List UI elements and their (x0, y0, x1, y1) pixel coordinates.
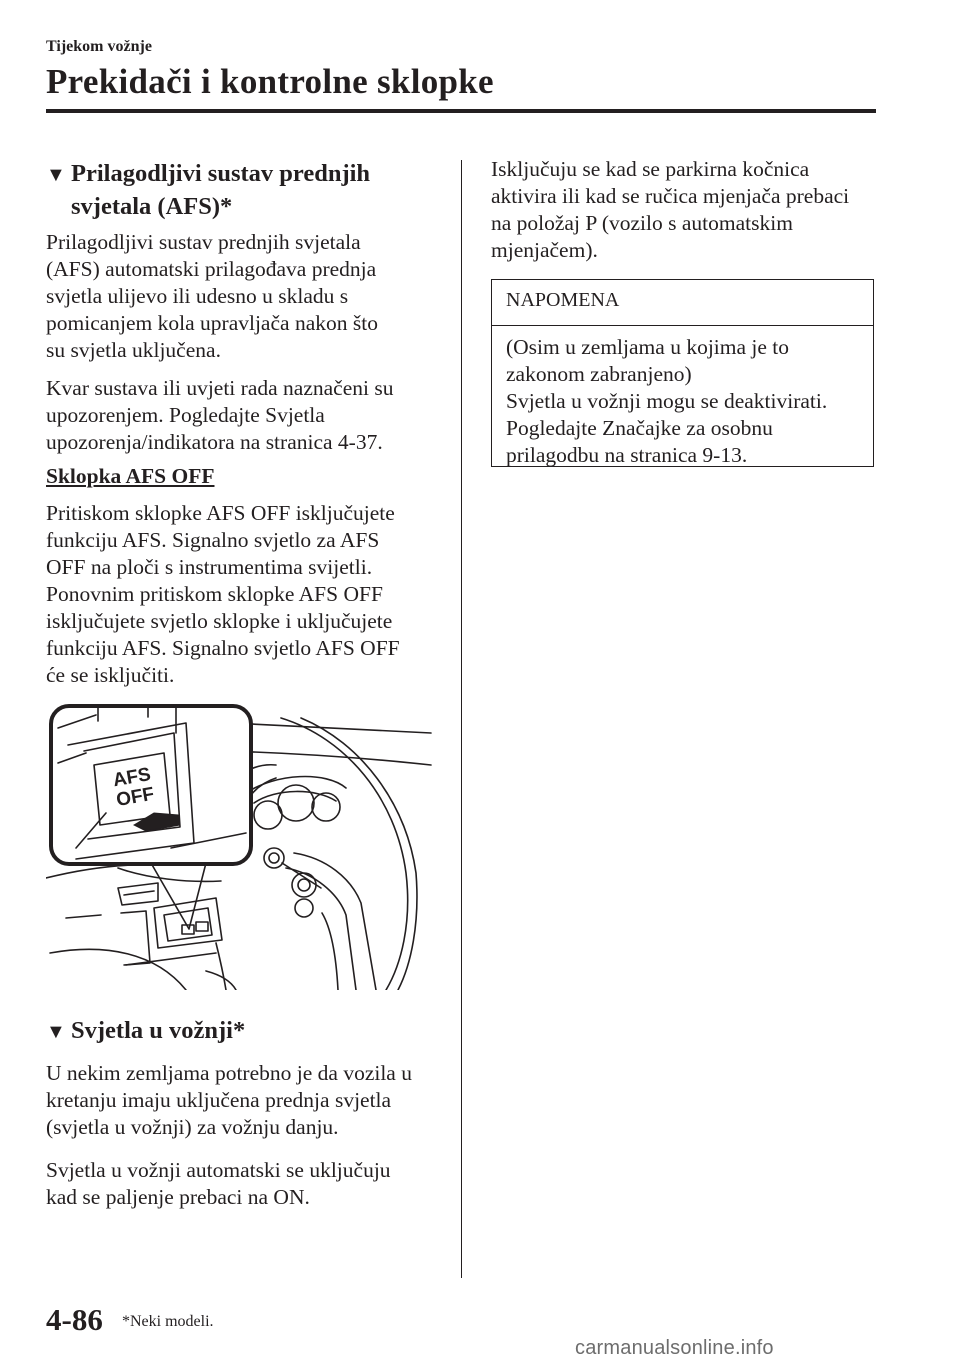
text-line: U nekim zemljama potrebno je da vozila u (46, 1061, 412, 1085)
watermark: carmanualsonline.info (575, 1337, 774, 1359)
text-line: funkciju AFS. Signalno svjetlo za AFS (46, 528, 380, 552)
text-line: kretanju imaju uključena prednja svjetla (46, 1088, 392, 1112)
text-line: kad se paljenje prebaci na ON. (46, 1185, 310, 1209)
drl-heading: Svjetla u vožnji* (71, 1017, 246, 1044)
text-line: upozorenjem. Pogledajte Svjetla (46, 403, 325, 427)
right-paragraph (491, 156, 891, 264)
text-line: (AFS) automatski prilagođava prednja (46, 257, 377, 281)
chapter-title: Prekidači i kontrolne sklopke (46, 62, 494, 101)
text-line: OFF na ploči s instrumentima svijetli. (46, 555, 373, 579)
note-line: Svjetla u vožnji mogu se deaktivirati. (506, 389, 828, 413)
running-header: Tijekom vožnje (46, 38, 152, 55)
afs-button-label-line2: OFF (114, 783, 156, 812)
text-line: aktivira ili kad se ručica mjenjača prebaci (491, 184, 850, 208)
afs-button-label-line1: AFS (111, 764, 153, 792)
footnote: *Neki modeli. (122, 1313, 214, 1330)
note-line: Pogledajte Značajke za osobnu (506, 416, 773, 440)
section-marker-icon: ▼ (46, 1021, 66, 1043)
section-marker-icon: ▼ (46, 164, 66, 186)
text-line: mjenjačem). (491, 238, 598, 262)
text-line: Isključuju se kad se parkirna kočnica (491, 157, 810, 181)
afs-heading-line1: Prilagodljivi sustav prednjih (71, 160, 371, 187)
afs-heading-line2: svjetala (AFS)* (71, 193, 233, 220)
text-line: Kvar sustava ili uvjeti rada naznačeni su (46, 376, 394, 400)
text-line: će se isključiti. (46, 663, 175, 687)
afs-off-switch-illustration (46, 703, 433, 990)
text-line: Pritiskom sklopke AFS OFF isključujete (46, 501, 395, 525)
text-line: upozorenja/indikatora na stranica 4-37. (46, 430, 383, 454)
text-line: Prilagodljivi sustav prednjih svjetala (46, 230, 361, 254)
text-line: funkciju AFS. Signalno svjetlo AFS OFF (46, 636, 400, 660)
note-heading: NAPOMENA (492, 280, 873, 326)
note-box (491, 279, 874, 467)
afs-paragraph-1 (46, 229, 456, 364)
column-divider (461, 160, 462, 1278)
header-rule (46, 109, 876, 113)
note-line: (Osim u zemljama u kojima je to (506, 335, 790, 359)
note-body (492, 326, 873, 469)
page-number: 4-86 (46, 1302, 103, 1337)
text-line: (svjetla u vožnji) za vožnju danju. (46, 1115, 339, 1139)
text-line: pomicanjem kola upravljača nakon što (46, 311, 378, 335)
afs-paragraph-3 (46, 500, 456, 689)
drl-paragraph-2 (46, 1157, 456, 1211)
text-line: isključujete svjetlo sklopke i uključujete (46, 609, 393, 633)
text-line: na položaj P (vozilo s automatskim (491, 211, 793, 235)
drl-paragraph-1 (46, 1060, 456, 1141)
text-line: su svjetla uključena. (46, 338, 221, 362)
text-line: Svjetla u vožnji automatski se uključuju (46, 1158, 391, 1182)
drl-section-heading (46, 1015, 446, 1048)
afs-section-heading (46, 158, 446, 223)
afs-paragraph-2 (46, 375, 456, 456)
text-line: svjetla ulijevo ili udesno u skladu s (46, 284, 349, 308)
text-line: Ponovnim pritiskom sklopke AFS OFF (46, 582, 383, 606)
note-line: prilagodbu na stranica 9-13. (506, 443, 748, 467)
afs-off-subheading: Sklopka AFS OFF (46, 464, 215, 488)
note-line: zakonom zabranjeno) (506, 362, 692, 386)
